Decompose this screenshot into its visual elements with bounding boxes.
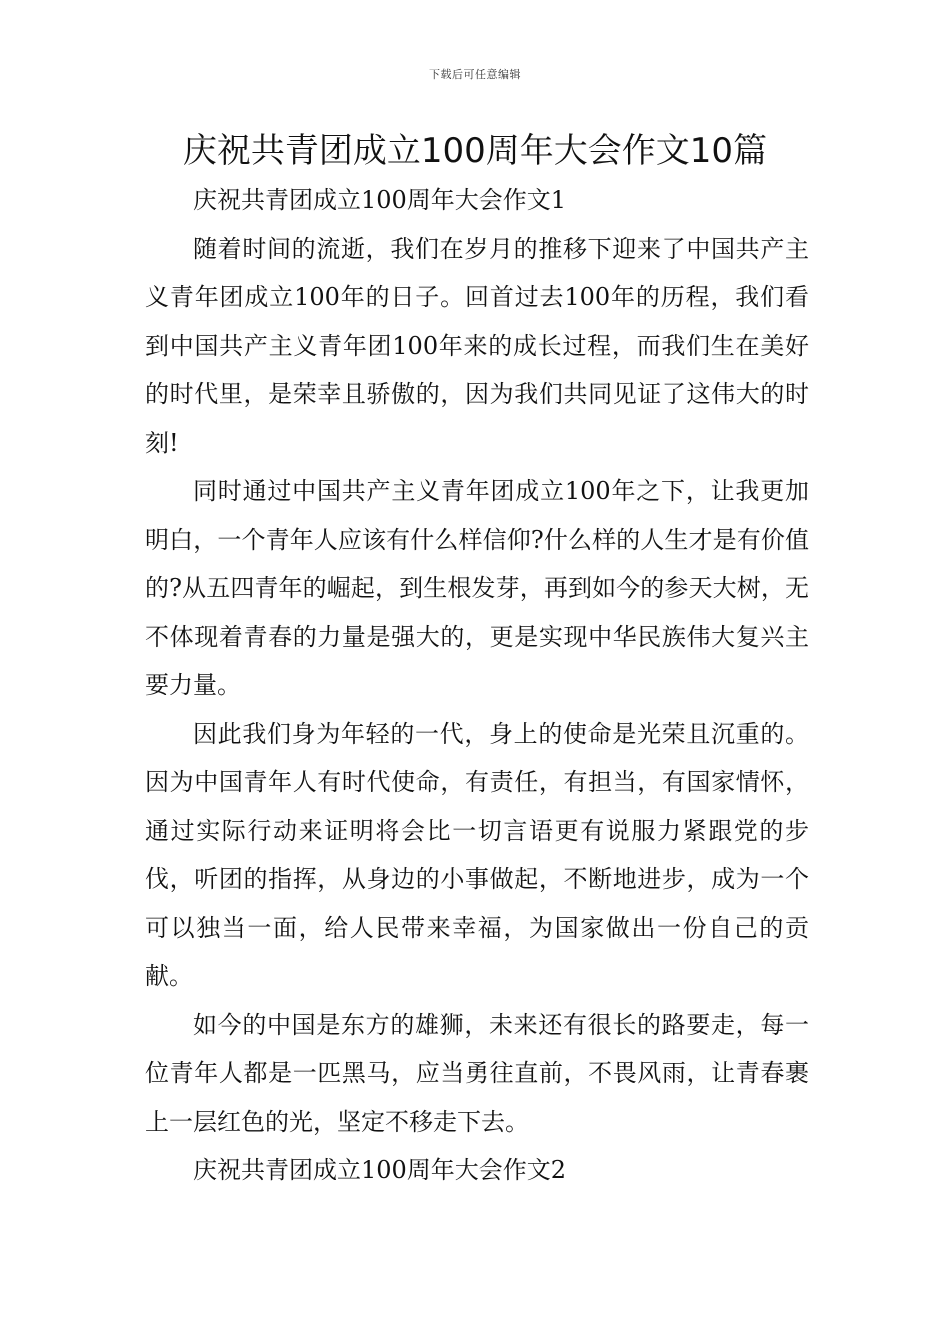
section-heading: 庆祝共青团成立100周年大会作文2 <box>193 1156 567 1184</box>
paragraph: 如今的中国是东方的雄狮，未来还有很长的路要走，每一位青年人都是一匹黑马，应当勇往直前，不畏风雨，让青春裹上一层红色的光，坚定不移走下去。 <box>145 1010 809 1136</box>
paragraph: 因此我们身为年轻的一代，身上的使命是光荣且沉重的。因为中国青年人有时代使命，有责任，有担当，有国家情怀，通过实际行动来证明将会比一切言语更有说服力紧跟党的步伐，听团的指挥，从身边的小事做起，不断地进步，成为一个可以独当一面，给人民带来幸福，为国家做出一份自己的贡献。 <box>145 719 809 990</box>
paragraph: 同时通过中国共产主义青年团成立100年之下，让我更加明白，一个青年人应该有什么样信仰?什么样的人生才是有价值的?从五四青年的崛起，到生根发芽，再到如今的参天大树，无不体现着青春的力量是强大的，更是实现中华民族伟大复兴主要力量。 <box>145 477 809 699</box>
section-heading: 庆祝共青团成立100周年大会作文1 <box>193 186 567 214</box>
document-title: 庆祝共青团成立100周年大会作文10篇 <box>182 131 768 171</box>
header-note: 下载后可任意编辑 <box>429 68 521 81</box>
paragraph: 随着时间的流逝，我们在岁月的推移下迎来了中国共产主义青年团成立100年的日子。回首过去100年的历程，我们看到中国共产主义青年团100年来的成长过程，而我们生在美好的时代里，是荣幸且骄傲的，因为我们共同见证了这伟大的时刻! <box>145 234 809 457</box>
document-body <box>145 176 809 1195</box>
